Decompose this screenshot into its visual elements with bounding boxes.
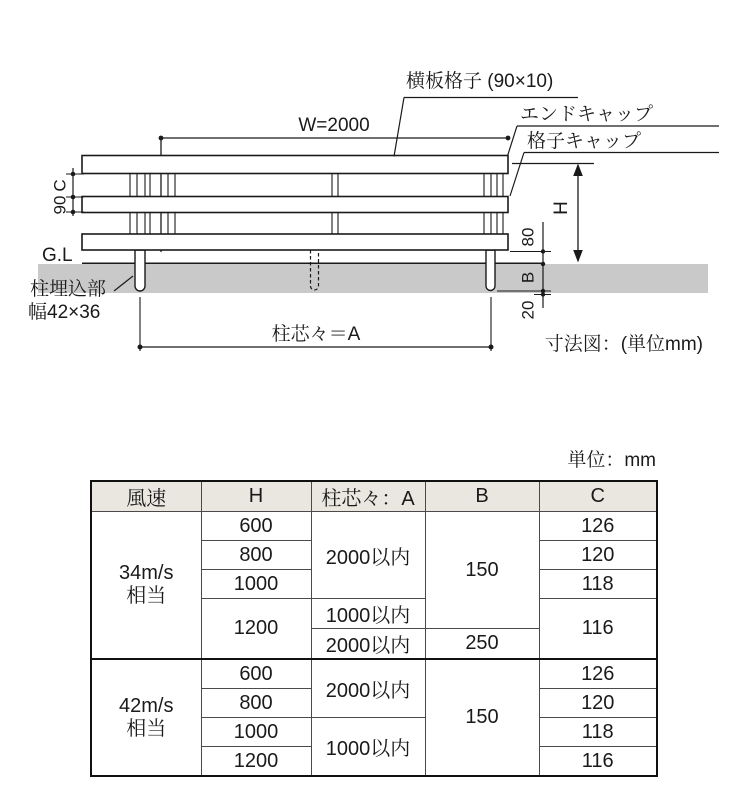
unit-note: 単位：mm [567, 450, 656, 471]
cell-b: 150 [425, 512, 539, 629]
cell-c: 116 [539, 747, 657, 777]
cell-h: 1000 [201, 570, 311, 599]
post-embed-label-1: 柱埋込部 [30, 279, 107, 300]
cell-b: 150 [425, 659, 539, 776]
board-middle [82, 197, 508, 213]
cell-h: 1000 [201, 718, 311, 747]
cell-c: 126 [539, 512, 657, 541]
wind-speed-value: 34m/s [119, 562, 174, 584]
wind-speed-suffix: 相当 [126, 717, 167, 740]
cell-b: 250 [425, 629, 539, 660]
cell-h: 600 [201, 512, 311, 541]
cell-h: 1200 [201, 747, 311, 777]
left-post-embed [135, 250, 145, 291]
board-top [82, 156, 508, 174]
header-h: H [201, 481, 311, 512]
dim-80-label: 80 [518, 227, 538, 247]
spec-table [90, 480, 658, 777]
wind-speed-suffix: 相当 [126, 585, 167, 607]
post-embed-label-2: 幅42×36 [28, 302, 101, 323]
cell-h: 600 [201, 659, 311, 689]
dim-h-label: H [551, 201, 573, 215]
cell-c: 118 [539, 570, 657, 599]
diagram-caption: 寸法図：(単位mm) [544, 334, 703, 355]
table-row [91, 512, 657, 541]
cell-a: 1000以内 [311, 718, 425, 777]
cell-a: 2000以内 [311, 629, 425, 660]
cell-c: 126 [539, 659, 657, 689]
header-a: 柱芯々：A [311, 481, 425, 512]
cell-wind-42 [91, 659, 201, 776]
right-post-embed [486, 250, 495, 291]
cell-c: 120 [539, 689, 657, 718]
cell-c: 120 [539, 541, 657, 570]
cell-h: 800 [201, 541, 311, 570]
cell-h: 1200 [201, 599, 311, 660]
spec-table-area [90, 449, 656, 777]
header-c: C [539, 481, 657, 512]
lattice-cap-label: 格子キャップ [527, 131, 642, 152]
dim-b-label: B [518, 271, 538, 284]
dimension-h [512, 164, 594, 263]
board-label: 横板格子 (90×10) [406, 71, 554, 92]
wind-speed-value: 42m/s [119, 694, 174, 717]
gl-label: G.L [42, 245, 73, 266]
dim-w-label: W=2000 [298, 115, 370, 136]
dimension-left [50, 168, 84, 216]
header-b: B [425, 481, 539, 512]
cell-c: 116 [539, 599, 657, 660]
cell-wind-34 [91, 512, 201, 660]
table-row [91, 659, 657, 689]
cell-a: 1000以内 [311, 599, 425, 629]
cell-a: 2000以内 [311, 659, 425, 718]
cell-c: 118 [539, 718, 657, 747]
end-cap-label: エンドキャップ [520, 104, 654, 125]
dim-c-label: C [50, 179, 70, 192]
dim-a-label: 柱芯々＝A [271, 324, 361, 345]
header-wind-speed: 風速 [91, 481, 201, 512]
dim-20-label: 20 [518, 300, 538, 320]
board-bottom [82, 234, 508, 250]
header-row [91, 481, 657, 512]
cell-a: 2000以内 [311, 512, 425, 599]
cell-h: 800 [201, 689, 311, 718]
dimension-w [159, 115, 511, 140]
dim-90-label: 90 [50, 195, 70, 215]
dimension-a [138, 297, 494, 351]
